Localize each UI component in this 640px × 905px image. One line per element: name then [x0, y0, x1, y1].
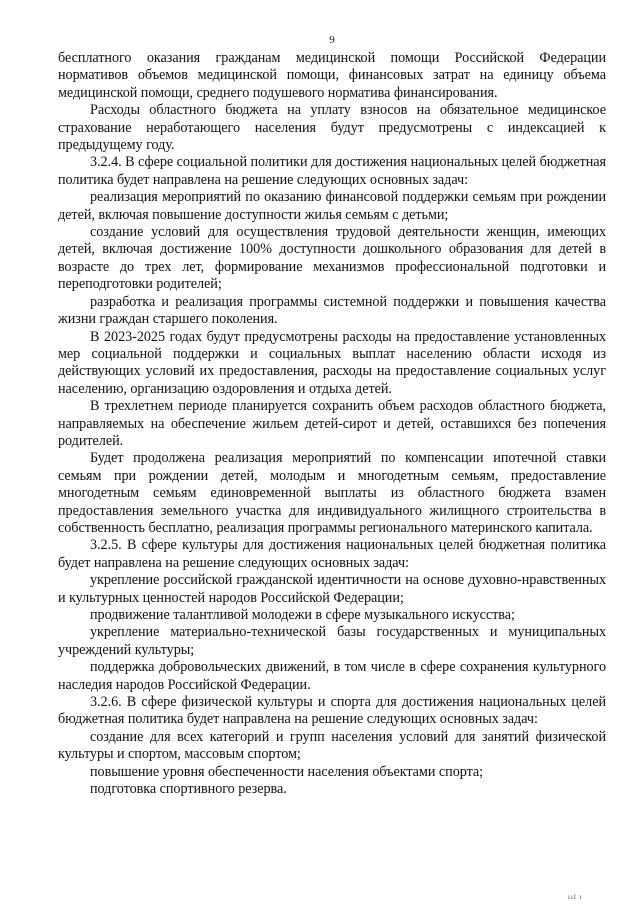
paragraph-18: подготовка спортивного резерва.: [90, 781, 287, 798]
paragraph-5: создание условий для осуществления трудовой деятельности женщин, имеющих детей, включая достижение 100% доступности дошкольного образования для детей в возрасте до трех лет, формирование механизмов профессиональной подготовки и переподготовки родителей;: [58, 224, 606, 293]
paragraph-13: укрепление материально-технической базы государственных и муниципальных учреждений культуры;: [58, 624, 606, 658]
paragraph-15: 3.2.6. В сфере физической культуры и спорта для достижения национальных целей бюджетная политика будет направлена на решение следующих основных задач:: [58, 694, 606, 728]
paragraph-2: Расходы областного бюджета на уплату взносов на обязательное медицинское страхование неработающего населения будут предусмотрены с индексацией к предыдущему году.: [58, 102, 606, 154]
paragraph-10: 3.2.5. В сфере культуры для достижения национальных целей бюджетная политика будет направлена на решение следующих основных задач:: [58, 537, 606, 571]
document-body: [58, 50, 606, 798]
paragraph-16: создание для всех категорий и групп населения условий для занятий физической культуры и спортом, массовым спортом;: [58, 728, 606, 763]
paragraph-17: повышение уровня обеспеченности населения объектами спорта;: [90, 763, 484, 780]
paragraph-3: 3.2.4. В сфере социальной политики для достижения национальных целей бюджетная политика будет направлена на решение следующих основных задач:: [58, 154, 606, 188]
paragraph-1: бесплатного оказания гражданам медицинской помощи Российской Федерации нормативов объемов медицинской помощи, финансовых затрат на единицу объема медицинской помощи, среднего подушевого норматива финансирования.: [58, 50, 606, 101]
document-page: [58, 34, 606, 798]
footer-scan-mark: ııl ı: [568, 893, 583, 901]
paragraph-9: Будет продолжена реализация мероприятий по компенсации ипотечной ставки семьям при рождении детей, молодым и многодетным семьям, предоставление многодетным семьям единовременной выплаты из областного бюджета взамен предоставления земельного участка для индивидуального жилищного строительства в собственность бесплатно, реализация программы регионального материнского капитала.: [58, 450, 606, 536]
page-number: 9: [329, 34, 335, 46]
paragraph-12: продвижение талантливой молодежи в сфере музыкального искусства;: [90, 607, 515, 623]
paragraph-11: укрепление российской гражданской идентичности на основе духовно-нравственных и культурных ценностей народов Российской Федерации;: [58, 572, 606, 606]
paragraph-8: В трехлетнем периоде планируется сохранить объем расходов областного бюджета, направляемых на обеспечение жильем детей-сирот и детей, оставшихся без попечения родителей.: [58, 398, 606, 449]
paragraph-4: реализация мероприятий по оказанию финансовой поддержки семьям при рождении детей, включая повышение доступности жилья семьям с детьми;: [58, 189, 606, 223]
paragraph-7: В 2023-2025 годах будут предусмотрены расходы на предоставление установленных мер социальной поддержки и социальных выплат населению области исходя из действующих условий их предоставления, расходы на предоставление социальных услуг населению, организацию оздоровления и отдыха детей.: [58, 328, 606, 397]
paragraph-6: разработка и реализация программы системной поддержки и повышения качества жизни граждан старшего поколения.: [58, 293, 606, 328]
paragraph-14: поддержка добровольческих движений, в том числе в сфере сохранения культурного наследия народов Российской Федерации.: [58, 659, 606, 693]
